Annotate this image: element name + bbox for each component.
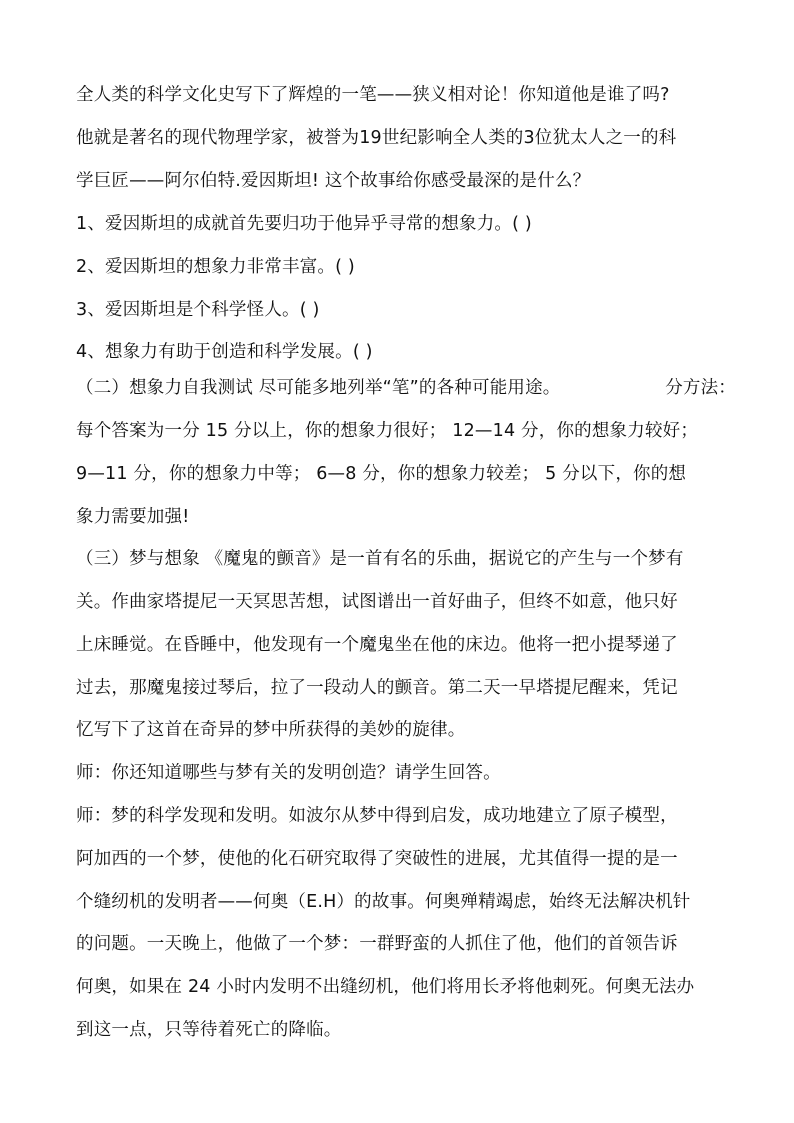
teacher-line-2: 阿加西的一个梦，使他的化石研究取得了突破性的进展，尤其值得一提的是一: [76, 849, 678, 869]
text-line-2: 他就是著名的现代物理学家，被誉为19世纪影响全人类的3位犹太人之一的科: [76, 128, 677, 148]
teacher-line-5: 何奥，如果在 24 小时内发明不出缝纫机，他们将用长矛将他刺死。何奥无法办: [76, 977, 695, 997]
question-2: 2、爱因斯坦的想象力非常丰富。( ): [76, 257, 355, 277]
question-4: 4、想象力有助于创造和科学发展。( ): [76, 342, 373, 362]
scoring-line-3: 象力需要加强!: [76, 507, 190, 527]
teacher-line-6: 到这一点，只等待着死亡的降临。: [76, 1020, 342, 1040]
teacher-line-3: 个缝纫机的发明者——何奥（E.H）的故事。何奥殚精竭虑，始终无法解决机针: [76, 892, 691, 912]
text-line-3: 学巨匠——阿尔伯特.爱因斯坦! 这个故事给你感受最深的是什么？: [76, 171, 591, 191]
section-three-line-4: 过去，那魔鬼接过琴后，拉了一段动人的颤音。第二天一早塔提尼醒来，凭记: [76, 678, 678, 698]
text-line-1: 全人类的科学文化史写下了辉煌的一笔——狭义相对论！你知道他是谁了吗?: [76, 85, 670, 105]
teacher-line-4: 的问题。一天晚上，他做了一个梦：一群野蛮的人抓住了他，他们的首领告诉: [76, 934, 678, 954]
section-three-line-1: （三）梦与想象 《魔鬼的颤音》是一首有名的乐曲，据说它的产生与一个梦有: [76, 549, 684, 569]
teacher-question: 师：你还知道哪些与梦有关的发明创造？请学生回答。: [76, 763, 501, 783]
section-two-heading: [76, 376, 736, 400]
section-three-line-5: 忆写下了这首在奇异的梦中所获得的美妙的旋律。: [76, 720, 466, 740]
scoring-line-2: 9—11 分，你的想象力中等； 6—8 分，你的想象力较差； 5 分以下，你的想: [76, 464, 687, 484]
teacher-line-1: 师：梦的科学发现和发明。如波尔从梦中得到启发，成功地建立了原子模型，: [76, 806, 678, 826]
question-3: 3、爱因斯坦是个科学怪人。( ): [76, 300, 320, 320]
section-three-line-2: 关。作曲家塔提尼一天冥思苦想，试图谱出一首好曲子，但终不如意，他只好: [76, 592, 678, 612]
scoring-method-label: 分方法：: [665, 378, 736, 398]
scoring-line-1: 每个答案为一分 15 分以上，你的想象力很好； 12—14 分，你的想象力较好；: [76, 421, 699, 441]
question-1: 1、爱因斯坦的成就首先要归功于他异乎寻常的想象力。( ): [76, 214, 532, 234]
section-three-line-3: 上床睡觉。在昏睡中，他发现有一个魔鬼坐在他的床边。他将一把小提琴递了: [76, 635, 678, 655]
section-two-title: （二）想象力自我测试 尽可能多地列举“笔”的各种可能用途。: [76, 378, 561, 398]
